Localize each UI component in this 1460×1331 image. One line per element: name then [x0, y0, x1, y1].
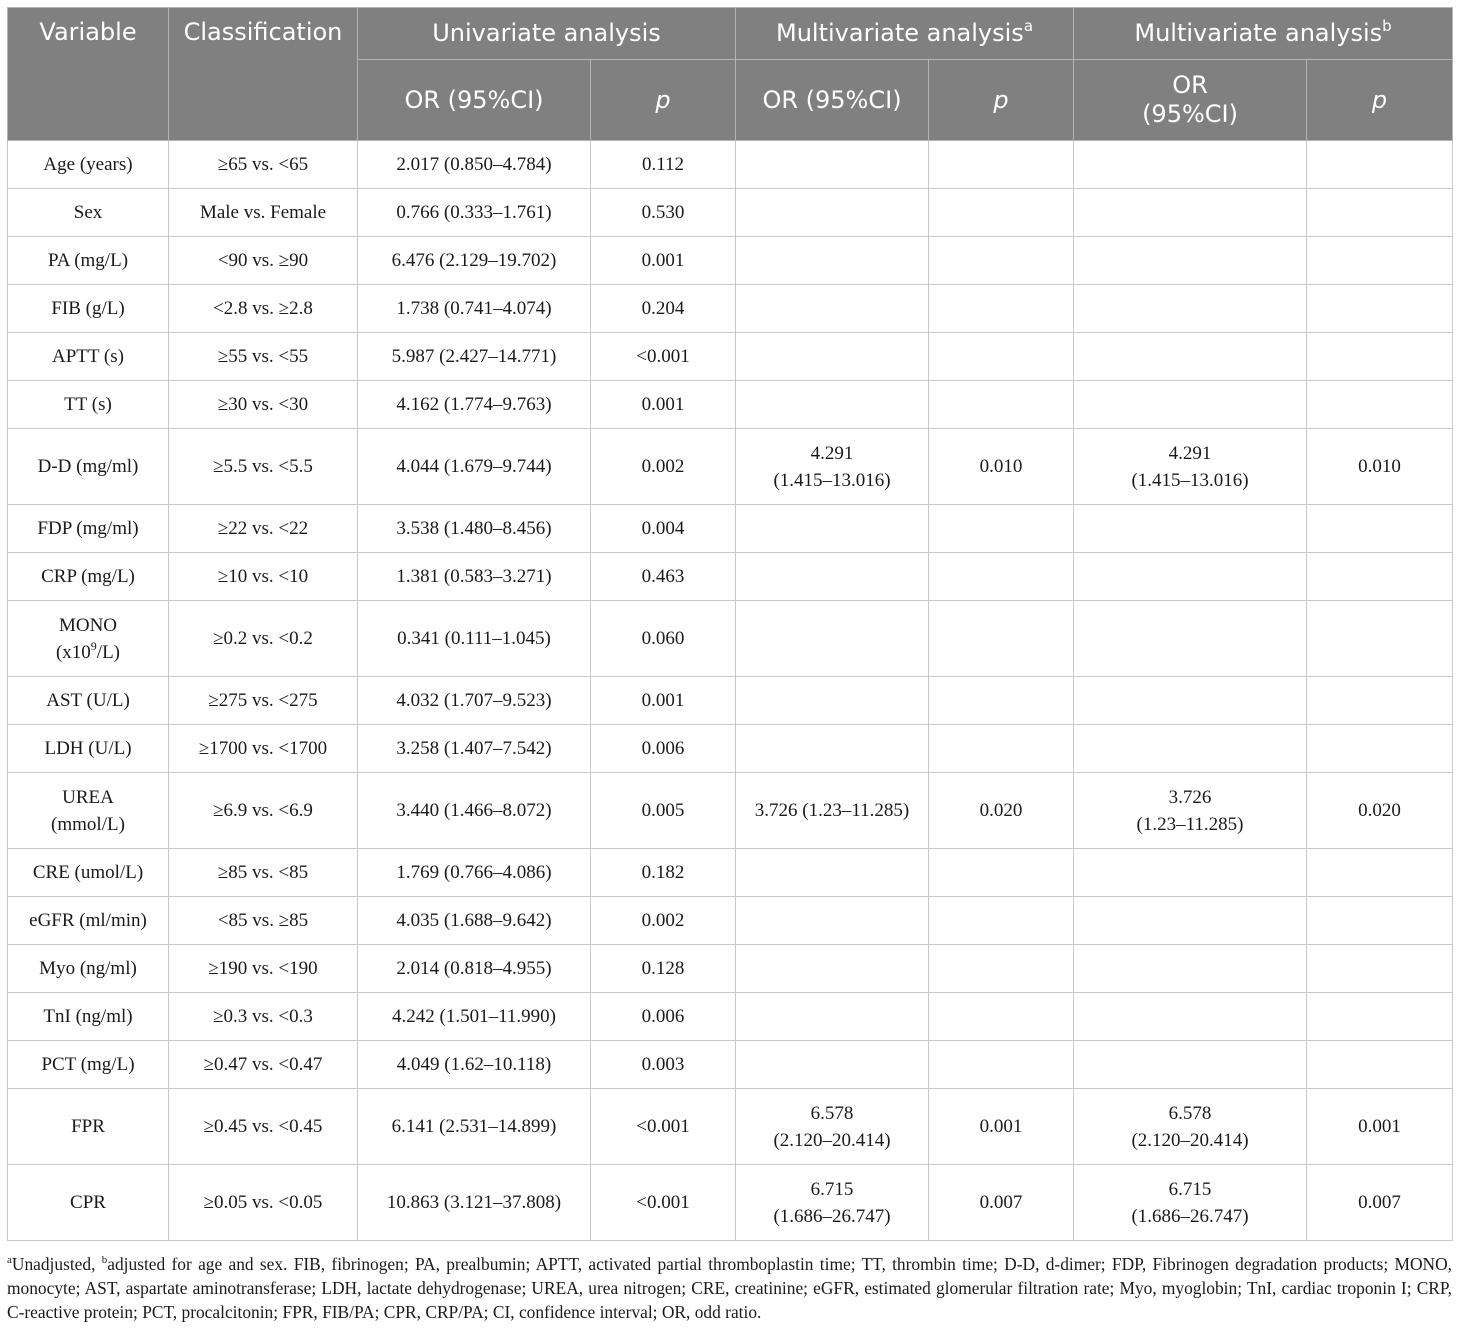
table-footnote: $^a$Unadjusted, $^b$adjusted for age and sex. FIB, fibrinogen; PA, prealbumin; APTT, activated partial thromboplastin time; TT, thrombin time; D-D, d-dimer; FDP, Fibrinogen degradation products; MONO, monocyte; AST, aspartate aminotransferase; LDH, lactate dehydrogenase; UREA, urea nitrogen; CRE, creatinine; eGFR, estimated glomerular filtration rate; Myo, myoglobin; TnI, cardiac troponin I; CRP, C-reactive protein; PCT, procalcitonin; FPR, FIB/PA; CPR, CRP/PA; CI, confidence interval; OR, odd ratio. [7, 1254, 1452, 1322]
cell-variable: APTT (s) [8, 333, 169, 381]
cell-mb-or [1074, 189, 1307, 237]
cell-classification: ≥190 vs. <190 [169, 945, 358, 993]
cell-classification: ≥275 vs. <275 [169, 677, 358, 725]
cell-ma-or [736, 1041, 929, 1089]
cell-uni-p: 0.001 [591, 381, 736, 429]
cell-ma-p: 0.007 [929, 1165, 1074, 1241]
cell-uni-or: 0.341 (0.111–1.045) [358, 601, 591, 677]
table-row [8, 1041, 1453, 1089]
cell-ma-or [736, 725, 929, 773]
cell-uni-p: 0.001 [591, 677, 736, 725]
cell-mb-p: 0.007 [1307, 1165, 1453, 1241]
cell-ma-p [929, 677, 1074, 725]
cell-uni-or: 4.162 (1.774–9.763) [358, 381, 591, 429]
table-row [8, 237, 1453, 285]
cell-classification: ≥6.9 vs. <6.9 [169, 773, 358, 849]
cell-ma-or: 6.715 (1.686–26.747) [736, 1165, 929, 1241]
cell-variable: eGFR (ml/min) [8, 897, 169, 945]
cell-mb-p [1307, 189, 1453, 237]
header-ma-p: p [929, 60, 1074, 141]
cell-mb-or [1074, 945, 1307, 993]
cell-mb-p [1307, 237, 1453, 285]
cell-uni-p: 0.182 [591, 849, 736, 897]
cell-ma-or [736, 601, 929, 677]
cell-mb-or: 6.715 (1.686–26.747) [1074, 1165, 1307, 1241]
cell-uni-p: 0.463 [591, 553, 736, 601]
table-row [8, 601, 1453, 677]
cell-ma-p [929, 601, 1074, 677]
cell-uni-or: 6.476 (2.129–19.702) [358, 237, 591, 285]
cell-mb-p [1307, 725, 1453, 773]
cell-uni-p: 0.002 [591, 429, 736, 505]
cell-mb-or [1074, 285, 1307, 333]
table-row [8, 725, 1453, 773]
cell-ma-or [736, 993, 929, 1041]
cell-mb-p [1307, 141, 1453, 189]
cell-ma-p [929, 553, 1074, 601]
cell-uni-or: 0.766 (0.333–1.761) [358, 189, 591, 237]
table-row [8, 1089, 1453, 1165]
cell-uni-p: 0.005 [591, 773, 736, 849]
cell-classification: ≥85 vs. <85 [169, 849, 358, 897]
cell-ma-p [929, 993, 1074, 1041]
cell-uni-p: <0.001 [591, 1089, 736, 1165]
cell-uni-or: 2.017 (0.850–4.784) [358, 141, 591, 189]
cell-classification: ≥5.5 vs. <5.5 [169, 429, 358, 505]
table-row [8, 773, 1453, 849]
cell-classification: ≥0.45 vs. <0.45 [169, 1089, 358, 1165]
cell-ma-or [736, 237, 929, 285]
table-row [8, 945, 1453, 993]
header-multivariate-b: Multivariate analysis$^b$ [1074, 8, 1453, 60]
cell-uni-p: 0.060 [591, 601, 736, 677]
cell-classification: ≥0.3 vs. <0.3 [169, 993, 358, 1041]
cell-mb-p [1307, 897, 1453, 945]
cell-uni-p: 0.112 [591, 141, 736, 189]
table-row [8, 677, 1453, 725]
table-row [8, 285, 1453, 333]
table-row [8, 897, 1453, 945]
cell-ma-p [929, 897, 1074, 945]
table-header [8, 8, 1453, 141]
cell-mb-p: 0.010 [1307, 429, 1453, 505]
cell-uni-or: 1.738 (0.741–4.074) [358, 285, 591, 333]
header-multivariate-a: Multivariate analysis$^a$ [736, 8, 1074, 60]
table-row [8, 505, 1453, 553]
table-body [8, 141, 1453, 1241]
cell-ma-or [736, 381, 929, 429]
cell-mb-or [1074, 849, 1307, 897]
table-row [8, 993, 1453, 1041]
cell-variable: UREA (mmol/L) [8, 773, 169, 849]
header-ma-or: OR (95%CI) [736, 60, 929, 141]
cell-uni-p: 0.530 [591, 189, 736, 237]
cell-mb-or [1074, 141, 1307, 189]
cell-uni-p: 0.002 [591, 897, 736, 945]
cell-ma-p [929, 945, 1074, 993]
cell-mb-p [1307, 333, 1453, 381]
cell-ma-p [929, 285, 1074, 333]
cell-ma-or [736, 505, 929, 553]
cell-classification: <2.8 vs. ≥2.8 [169, 285, 358, 333]
cell-uni-p: 0.004 [591, 505, 736, 553]
cell-variable: Sex [8, 189, 169, 237]
cell-mb-or [1074, 725, 1307, 773]
cell-mb-p [1307, 601, 1453, 677]
table-row [8, 1165, 1453, 1241]
header-variable: Variable [8, 8, 169, 141]
cell-uni-or: 5.987 (2.427–14.771) [358, 333, 591, 381]
cell-uni-or: 10.863 (3.121–37.808) [358, 1165, 591, 1241]
cell-ma-p: 0.020 [929, 773, 1074, 849]
cell-mb-or [1074, 333, 1307, 381]
cell-mb-or [1074, 993, 1307, 1041]
cell-ma-or [736, 945, 929, 993]
cell-uni-or: 3.440 (1.466–8.072) [358, 773, 591, 849]
cell-mb-p [1307, 285, 1453, 333]
cell-ma-or [736, 553, 929, 601]
cell-classification: ≥10 vs. <10 [169, 553, 358, 601]
cell-mb-p [1307, 849, 1453, 897]
cell-classification: ≥0.47 vs. <0.47 [169, 1041, 358, 1089]
cell-classification: ≥30 vs. <30 [169, 381, 358, 429]
cell-mb-p [1307, 381, 1453, 429]
cell-uni-or: 4.049 (1.62–10.118) [358, 1041, 591, 1089]
cell-mb-or: 4.291 (1.415–13.016) [1074, 429, 1307, 505]
cell-variable: PA (mg/L) [8, 237, 169, 285]
header-uni-or: OR (95%CI) [358, 60, 591, 141]
cell-mb-p: 0.020 [1307, 773, 1453, 849]
header-uni-p: p [591, 60, 736, 141]
cell-uni-p: 0.003 [591, 1041, 736, 1089]
cell-variable: TT (s) [8, 381, 169, 429]
cell-variable: CRP (mg/L) [8, 553, 169, 601]
cell-ma-or [736, 141, 929, 189]
cell-classification: ≥1700 vs. <1700 [169, 725, 358, 773]
cell-ma-p [929, 141, 1074, 189]
cell-ma-p [929, 237, 1074, 285]
cell-ma-p [929, 849, 1074, 897]
cell-classification: Male vs. Female [169, 189, 358, 237]
cell-mb-or [1074, 237, 1307, 285]
cell-classification: ≥0.2 vs. <0.2 [169, 601, 358, 677]
cell-ma-or [736, 849, 929, 897]
cell-variable: Age (years) [8, 141, 169, 189]
cell-mb-p [1307, 993, 1453, 1041]
table-row [8, 141, 1453, 189]
cell-mb-p [1307, 505, 1453, 553]
results-table [7, 7, 1453, 1241]
cell-mb-p [1307, 677, 1453, 725]
cell-uni-or: 4.242 (1.501–11.990) [358, 993, 591, 1041]
cell-classification: ≥55 vs. <55 [169, 333, 358, 381]
cell-mb-p [1307, 945, 1453, 993]
table-row [8, 849, 1453, 897]
cell-variable: AST (U/L) [8, 677, 169, 725]
cell-ma-or: 4.291 (1.415–13.016) [736, 429, 929, 505]
cell-variable: PCT (mg/L) [8, 1041, 169, 1089]
cell-mb-or [1074, 677, 1307, 725]
cell-mb-or [1074, 553, 1307, 601]
cell-ma-p [929, 189, 1074, 237]
cell-variable: CPR [8, 1165, 169, 1241]
cell-uni-or: 2.014 (0.818–4.955) [358, 945, 591, 993]
cell-ma-p [929, 505, 1074, 553]
header-mb-or: OR (95%CI) [1074, 60, 1307, 141]
cell-variable: D-D (mg/ml) [8, 429, 169, 505]
cell-uni-p: 0.204 [591, 285, 736, 333]
cell-classification: <90 vs. ≥90 [169, 237, 358, 285]
cell-ma-p: 0.001 [929, 1089, 1074, 1165]
cell-mb-or [1074, 381, 1307, 429]
table-row [8, 189, 1453, 237]
cell-ma-p [929, 725, 1074, 773]
cell-variable: FDP (mg/ml) [8, 505, 169, 553]
cell-ma-or [736, 897, 929, 945]
table-row [8, 333, 1453, 381]
cell-ma-p: 0.010 [929, 429, 1074, 505]
cell-mb-or [1074, 1041, 1307, 1089]
cell-ma-or: 6.578 (2.120–20.414) [736, 1089, 929, 1165]
cell-uni-p: 0.128 [591, 945, 736, 993]
cell-mb-or: 3.726 (1.23–11.285) [1074, 773, 1307, 849]
cell-uni-p: <0.001 [591, 1165, 736, 1241]
cell-classification: ≥65 vs. <65 [169, 141, 358, 189]
cell-ma-or [736, 189, 929, 237]
cell-uni-or: 6.141 (2.531–14.899) [358, 1089, 591, 1165]
cell-mb-or [1074, 505, 1307, 553]
cell-variable: MONO $(x10^9/L)$ [8, 601, 169, 677]
header-univariate: Univariate analysis [358, 8, 736, 60]
cell-mb-or: 6.578 (2.120–20.414) [1074, 1089, 1307, 1165]
cell-mb-p [1307, 553, 1453, 601]
header-mb-p: p [1307, 60, 1453, 141]
cell-variable: CRE (umol/L) [8, 849, 169, 897]
cell-ma-p [929, 381, 1074, 429]
table-row [8, 429, 1453, 505]
cell-uni-or: 3.258 (1.407–7.542) [358, 725, 591, 773]
cell-uni-or: 4.032 (1.707–9.523) [358, 677, 591, 725]
cell-ma-or [736, 333, 929, 381]
cell-ma-or: 3.726 (1.23–11.285) [736, 773, 929, 849]
cell-variable: Myo (ng/ml) [8, 945, 169, 993]
cell-classification: <85 vs. ≥85 [169, 897, 358, 945]
cell-uni-or: 4.044 (1.679–9.744) [358, 429, 591, 505]
cell-uni-or: 1.381 (0.583–3.271) [358, 553, 591, 601]
cell-mb-p: 0.001 [1307, 1089, 1453, 1165]
cell-variable: FPR [8, 1089, 169, 1165]
cell-ma-or [736, 285, 929, 333]
cell-uni-p: 0.006 [591, 725, 736, 773]
cell-ma-p [929, 333, 1074, 381]
cell-ma-p [929, 1041, 1074, 1089]
cell-uni-or: 1.769 (0.766–4.086) [358, 849, 591, 897]
cell-uni-p: 0.001 [591, 237, 736, 285]
table-row [8, 553, 1453, 601]
cell-mb-or [1074, 897, 1307, 945]
cell-uni-or: 4.035 (1.688–9.642) [358, 897, 591, 945]
cell-variable: LDH (U/L) [8, 725, 169, 773]
table-row [8, 381, 1453, 429]
cell-mb-or [1074, 601, 1307, 677]
cell-mb-p [1307, 1041, 1453, 1089]
cell-variable: FIB (g/L) [8, 285, 169, 333]
cell-uni-p: <0.001 [591, 333, 736, 381]
cell-uni-p: 0.006 [591, 993, 736, 1041]
cell-ma-or [736, 677, 929, 725]
cell-variable: TnI (ng/ml) [8, 993, 169, 1041]
header-classification: Classification [169, 8, 358, 141]
cell-classification: ≥0.05 vs. <0.05 [169, 1165, 358, 1241]
cell-uni-or: 3.538 (1.480–8.456) [358, 505, 591, 553]
cell-classification: ≥22 vs. <22 [169, 505, 358, 553]
